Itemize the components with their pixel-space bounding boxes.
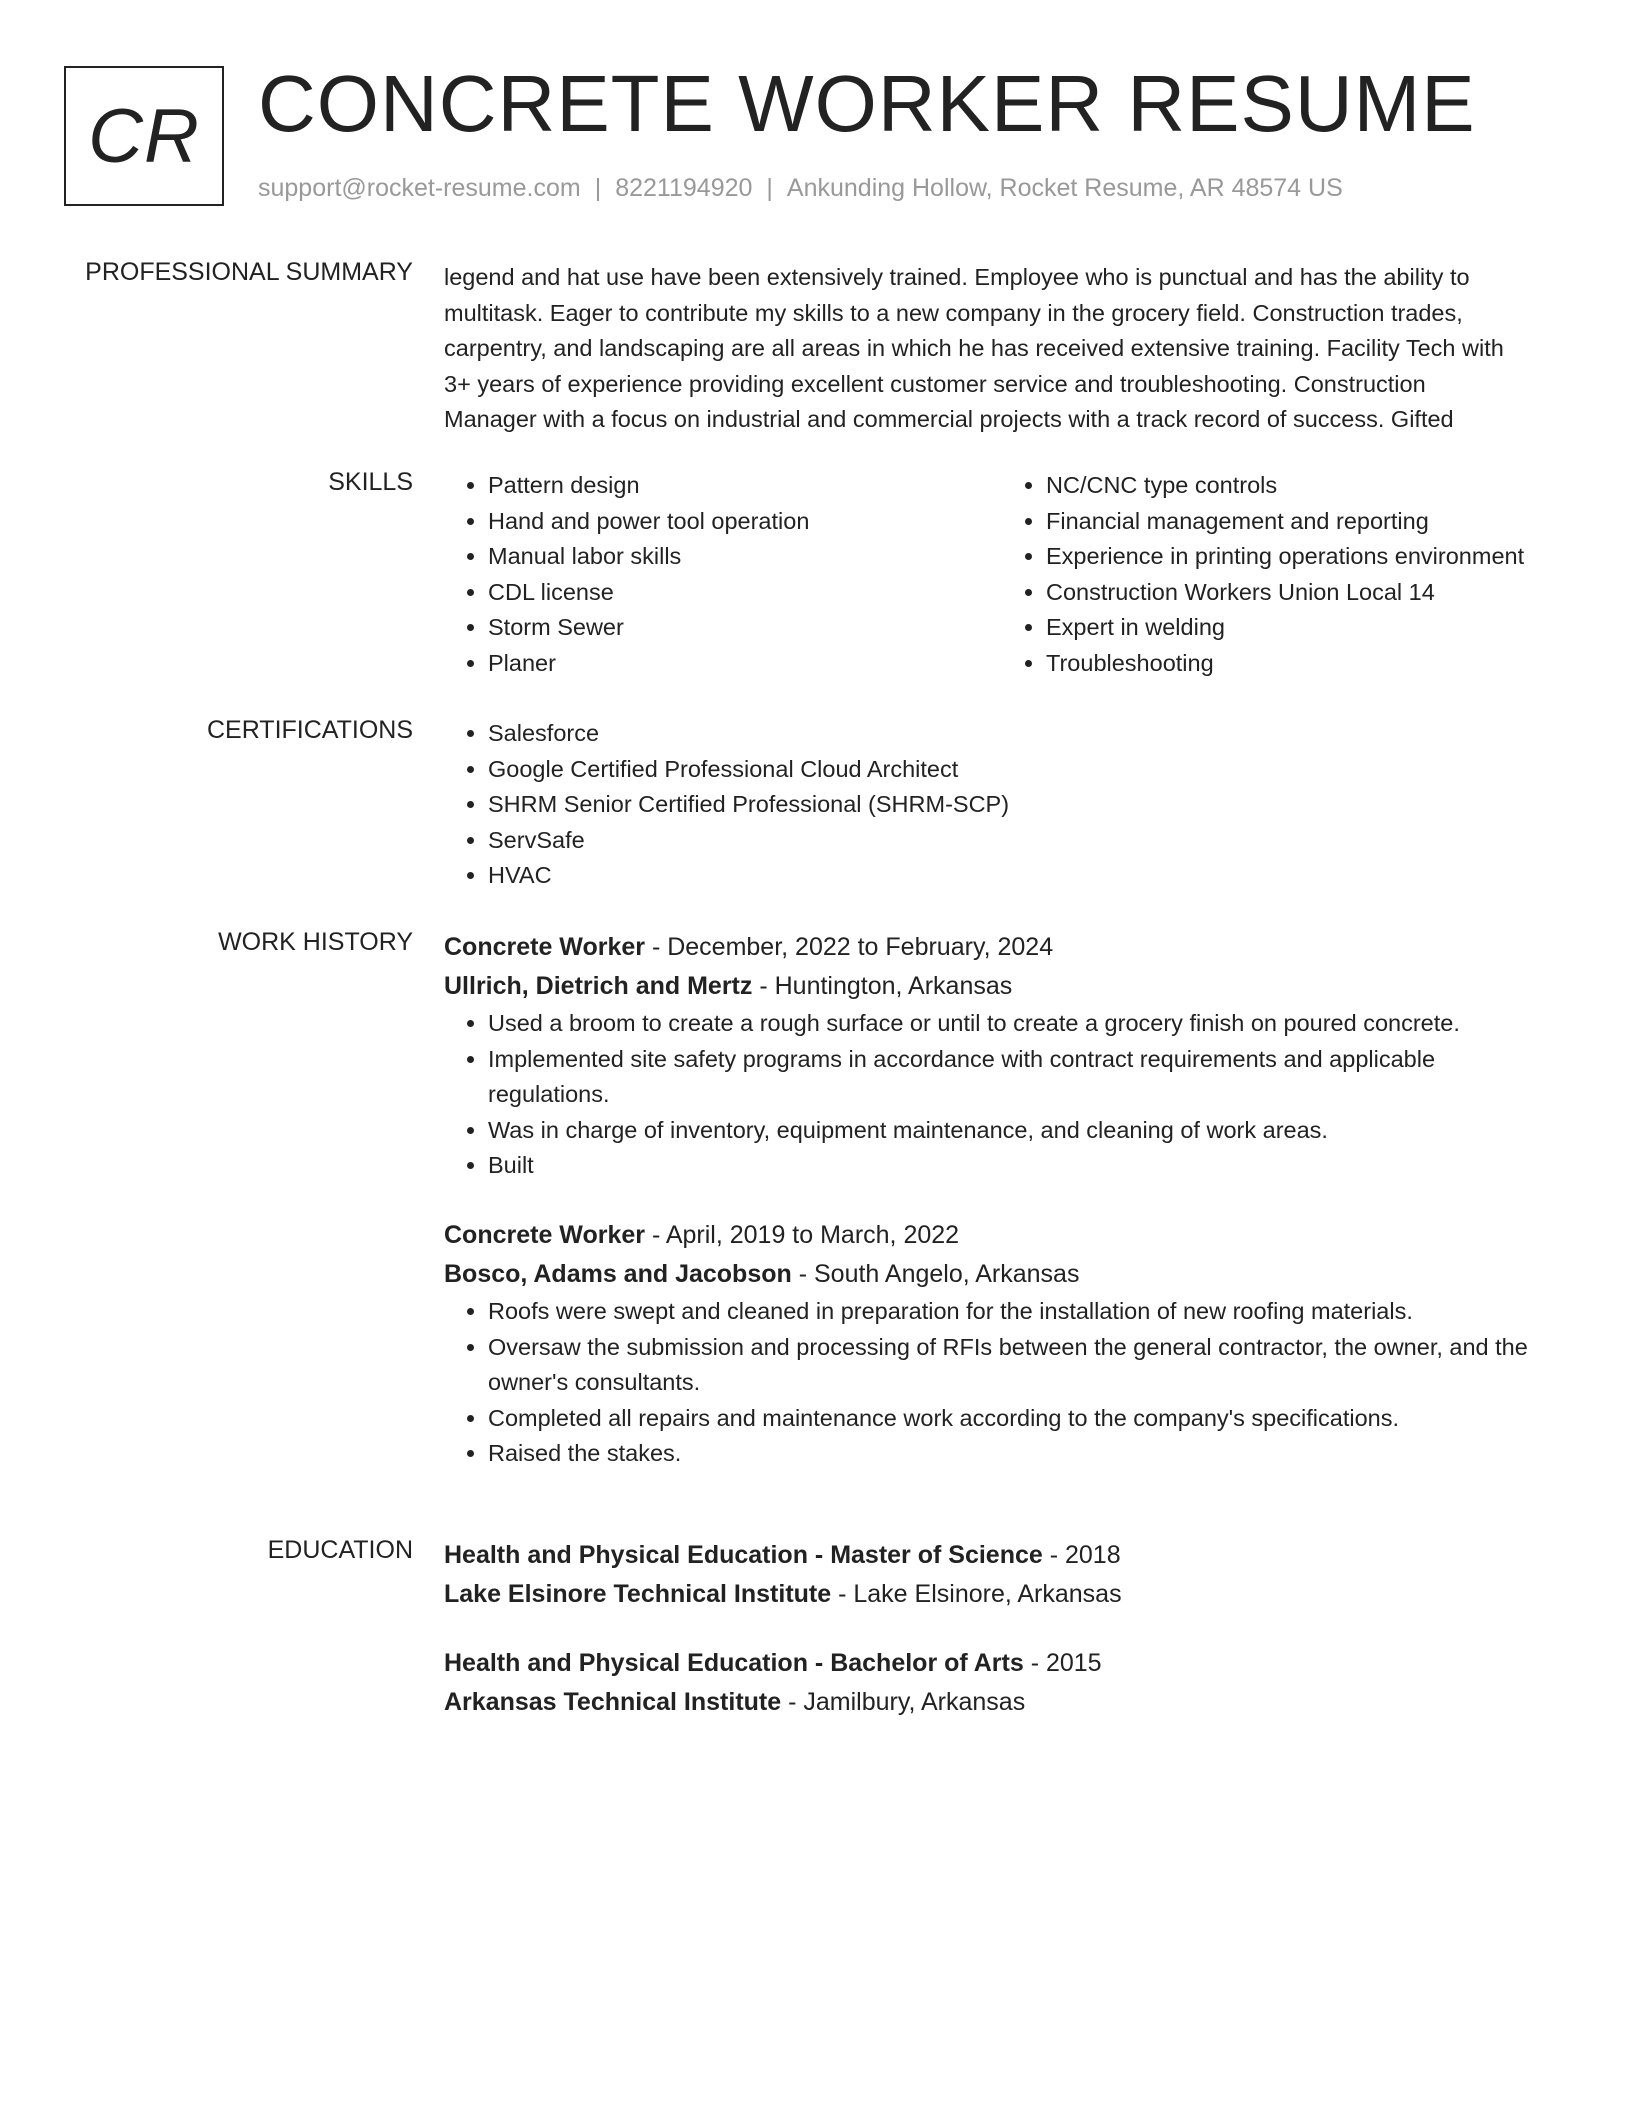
certification-item: • Salesforce: [488, 716, 1560, 752]
job-bullet: • Oversaw the submission and processing of RFIs between the general contractor, the owner, and the owner's consultants.: [488, 1330, 1560, 1401]
contact-line: [258, 174, 1343, 203]
job-entry: [444, 1216, 1560, 1472]
skill-item: • Manual labor skills: [488, 539, 1002, 575]
skills-body: [444, 468, 1560, 682]
job-bullet: • Implemented site safety programs in accordance with contract requirements and applicable regulations.: [488, 1042, 1560, 1113]
summary-line: carpentry, and landscaping are all areas in which he has received extensive training. Facility Tech with: [444, 335, 1504, 362]
job-company: Bosco, Adams and Jacobson: [444, 1259, 792, 1288]
job-company-line: [444, 967, 1560, 1006]
skill-item: • Planer: [488, 646, 1002, 682]
education-school-line: [444, 1575, 1560, 1614]
summary-body: [444, 258, 1560, 438]
contact-separator: |: [766, 174, 773, 202]
education-entry: [444, 1644, 1560, 1722]
skill-item: • Experience in printing operations environment: [1046, 539, 1560, 575]
skill-item: • Expert in welding: [1046, 610, 1560, 646]
certification-item: • Google Certified Professional Cloud Architect: [488, 752, 1560, 788]
education-year: - 2018: [1042, 1541, 1121, 1569]
certification-item: • HVAC: [488, 858, 1560, 894]
education-location: - Jamilbury, Arkansas: [781, 1688, 1026, 1716]
resume-title: CONCRETE WORKER RESUME: [258, 59, 1476, 148]
work-history-body: [444, 928, 1560, 1472]
skill-item: • Pattern design: [488, 468, 1002, 504]
section-label-skills: SKILLS: [328, 468, 413, 496]
education-entry: [444, 1536, 1560, 1614]
certifications-list: [444, 716, 1560, 894]
section-label-certifications: CERTIFICATIONS: [206, 716, 413, 744]
job-bullet: • Used a broom to create a rough surface or until to create a grocery finish on poured concrete.: [488, 1006, 1560, 1042]
job-bullet: • Was in charge of inventory, equipment maintenance, and cleaning of work areas.: [488, 1113, 1560, 1149]
job-bullet: • Built: [488, 1148, 1560, 1184]
job-location: - Huntington, Arkansas: [752, 972, 1013, 1000]
education-degree-line: [444, 1536, 1560, 1575]
job-dates: - April, 2019 to March, 2022: [645, 1220, 960, 1249]
education-location: - Lake Elsinore, Arkansas: [831, 1580, 1122, 1608]
skill-item: • Storm Sewer: [488, 610, 1002, 646]
job-title: Concrete Worker: [444, 1220, 645, 1249]
job-location: - South Angelo, Arkansas: [791, 1259, 1080, 1288]
section-label-summary: PROFESSIONAL SUMMARY: [85, 258, 413, 286]
skill-item: • Financial management and reporting: [1046, 504, 1560, 540]
summary-line: 3+ years of experience providing excellent customer service and troubleshooting. Construction: [444, 370, 1426, 397]
job-bullet: • Completed all repairs and maintenance work according to the company's specifications.: [488, 1401, 1560, 1437]
monogram-initials: CR: [88, 93, 200, 179]
skill-item: • Construction Workers Union Local 14: [1046, 575, 1560, 611]
job-company: Ullrich, Dietrich and Mertz: [444, 972, 753, 1000]
job-company-line: [444, 1255, 1560, 1294]
skills-list-left: [444, 468, 1002, 682]
contact-phone: 8221194920: [615, 174, 753, 202]
education-school-line: [444, 1683, 1560, 1722]
contact-email: support@rocket-resume.com: [258, 174, 581, 202]
skill-item: • NC/CNC type controls: [1046, 468, 1560, 504]
skills-grid: [444, 468, 1560, 682]
job-bullet: • Raised the stakes.: [488, 1436, 1560, 1472]
job-dates: - December, 2022 to February, 2024: [645, 933, 1054, 961]
job-bullet: • Roofs were swept and cleaned in preparation for the installation of new roofing materials.: [488, 1294, 1560, 1330]
job-bullets: [444, 1294, 1560, 1472]
summary-line: multitask. Eager to contribute my skills to a new company in the grocery field. Construction trades,: [444, 299, 1463, 326]
summary-line: legend and hat use have been extensively trained. Employee who is punctual and has the ability to: [444, 264, 1470, 290]
education-degree: Health and Physical Education - Master of Science: [444, 1541, 1043, 1569]
education-school: Lake Elsinore Technical Institute: [444, 1580, 832, 1608]
skills-list-right: [1002, 468, 1560, 682]
summary-line: Manager with a focus on industrial and commercial projects with a track record of success. Gifted: [444, 406, 1454, 433]
section-label-education: EDUCATION: [267, 1536, 413, 1564]
education-degree: Health and Physical Education - Bachelor of Arts: [444, 1649, 1024, 1677]
education-school: Arkansas Technical Institute: [444, 1688, 782, 1716]
skill-item: • Hand and power tool operation: [488, 504, 1002, 540]
job-title-line: [444, 1216, 1560, 1255]
contact-address: Ankunding Hollow, Rocket Resume, AR 48574 US: [786, 174, 1343, 202]
contact-separator: |: [594, 174, 602, 202]
certification-item: • ServSafe: [488, 823, 1560, 859]
certification-item: • SHRM Senior Certified Professional (SHRM-SCP): [488, 787, 1560, 823]
job-title-line: [444, 928, 1560, 967]
job-bullets: [444, 1006, 1560, 1184]
education-degree-line: [444, 1644, 1560, 1683]
education-body: [444, 1536, 1560, 1722]
section-label-work-history: WORK HISTORY: [218, 928, 413, 956]
skill-item: • CDL license: [488, 575, 1002, 611]
summary-text: [444, 258, 1560, 438]
job-title: Concrete Worker: [444, 933, 645, 961]
job-entry: [444, 928, 1560, 1184]
education-year: - 2015: [1023, 1649, 1102, 1677]
certifications-body: [444, 716, 1560, 894]
monogram-box: [64, 66, 224, 206]
skill-item: • Troubleshooting: [1046, 646, 1560, 682]
